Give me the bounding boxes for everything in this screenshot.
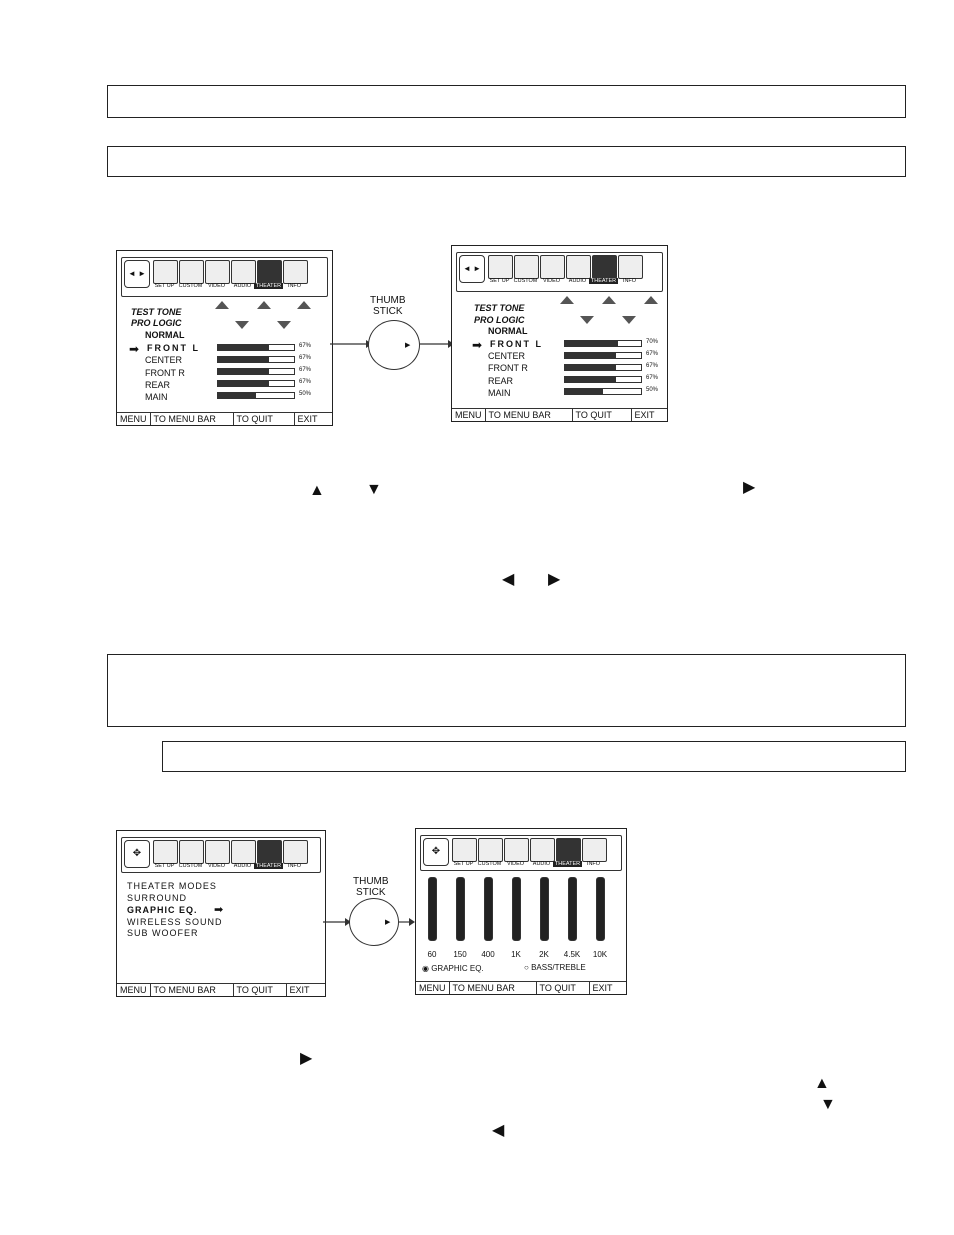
level-bar[interactable] [564,388,642,395]
tab-info[interactable]: INFO [282,840,307,872]
tab-setup[interactable]: SET UP [451,838,476,870]
menu-item-surround[interactable]: SURROUND [127,893,188,903]
tab-theater[interactable]: THEATER [591,255,616,287]
eq-slider-2k[interactable] [540,877,549,941]
tab-theater[interactable]: THEATER [256,260,281,292]
speaker-icon [277,321,291,329]
eq-slider-10k[interactable] [596,877,605,941]
info-icon [582,838,607,862]
tab-video[interactable]: VIDEO [539,255,564,287]
level-bar-fill [565,389,603,394]
footer-bar [416,981,626,994]
radio-bass-treble[interactable]: ○ BASS/TREBLE [524,963,586,972]
level-bar-fill [218,357,269,362]
tab-audio[interactable]: AUDIO [529,838,554,870]
footer-bar [117,983,325,996]
menu-icon-bar [456,252,663,292]
down-arrow-icon: ▼ [366,481,382,498]
video-icon [504,838,529,862]
audio-icon [566,255,591,279]
footer-menu: MENU [117,413,151,425]
video-icon [205,840,230,864]
tab-custom[interactable]: CUSTOM [513,255,538,287]
tab-video[interactable]: VIDEO [204,840,229,872]
menu-item-wireless-sound[interactable]: WIRELESS SOUND [127,917,223,927]
level-bar[interactable] [217,344,295,351]
footer-bar [452,408,667,421]
setup-icon [153,840,178,864]
footer-to-quit: TO QUIT [573,409,632,421]
main-label[interactable]: MAIN [145,392,168,402]
eq-band-label: 1K [511,950,521,959]
header-box-1 [107,85,906,118]
eq-band-label: 60 [427,950,437,959]
level-percent: 67% [299,343,312,349]
tab-custom[interactable]: CUSTOM [477,838,502,870]
section-box-4 [162,741,906,772]
thumbstick-label: THUMB STICK [353,876,389,898]
level-bar[interactable] [564,376,642,383]
theater-icon [257,260,282,284]
right-arrow-icon: ▶ [743,479,756,496]
rear-label[interactable]: REAR [488,376,514,386]
thumbstick-label: THUMB STICK [370,295,406,317]
right-arrow-icon: ▶ [548,571,561,588]
setup-icon [488,255,513,279]
tab-custom[interactable]: CUSTOM [178,840,203,872]
screen-speaker-levels-before [116,250,333,426]
menu-icon-bar [121,257,328,297]
nav-arrows-icon[interactable]: ◄ ► [459,255,485,283]
speaker-icon [602,296,616,304]
speaker-icon [560,296,574,304]
menu-item-sub-woofer[interactable]: SUB WOOFER [127,928,199,938]
footer-menu: MENU [452,409,486,421]
screen-theater-menu [116,830,326,997]
eq-band-label: 4.5K [563,950,581,959]
tab-info[interactable]: INFO [617,255,642,287]
down-arrow-icon: ▼ [820,1096,836,1113]
speaker-icon [580,316,594,324]
screen-speaker-levels-after [451,245,668,422]
level-percent: 67% [646,375,659,381]
center-label[interactable]: CENTER [488,351,526,361]
left-arrow-icon: ◀ [492,1122,505,1139]
tab-setup[interactable]: SET UP [152,260,177,292]
level-percent: 67% [299,355,312,361]
section-box-3 [107,654,906,727]
level-percent: 67% [646,363,659,369]
level-bar[interactable] [217,356,295,363]
nav-arrows-icon[interactable]: ◄ ► [124,260,150,288]
menu-item-theater-modes[interactable]: THEATER MODES [127,881,217,891]
front-r-label[interactable]: FRONT R [145,368,185,378]
tab-setup[interactable]: SET UP [152,840,177,872]
thumbstick-circle [349,898,399,946]
screen-graphic-eq [415,828,627,995]
front-l-label[interactable]: FRONT L [147,343,200,353]
level-percent: 67% [646,351,659,357]
radio-graphic-eq[interactable]: ◉ GRAPHIC EQ. [422,964,484,973]
tab-audio[interactable]: AUDIO [565,255,590,287]
footer-to-menu-bar: TO MENU BAR [486,409,573,421]
footer-exit: EXIT [634,410,655,420]
theater-icon [592,255,617,279]
speaker-icon [235,321,249,329]
test-tone-label[interactable]: TEST TONE [474,303,525,313]
footer-exit: EXIT [592,983,613,993]
custom-icon [179,260,204,284]
pro-logic-label[interactable]: PRO LOGIC [474,315,525,325]
tab-info[interactable]: INFO [282,260,307,292]
footer-to-menu-bar: TO MENU BAR [151,984,234,996]
tab-theater[interactable]: THEATER [256,840,281,872]
tab-setup[interactable]: SET UP [487,255,512,287]
right-arrow-icon: ▶ [405,342,411,349]
speaker-icon [215,301,229,309]
info-icon [283,840,308,864]
four-way-arrows-icon[interactable]: ✥ [124,840,150,868]
level-bar[interactable] [564,364,642,371]
video-icon [205,260,230,284]
eq-slider-400[interactable] [484,877,493,941]
thumbstick-circle [368,320,420,370]
tab-video[interactable]: VIDEO [204,260,229,292]
speaker-icon [297,301,311,309]
test-tone-label[interactable]: TEST TONE [131,307,182,317]
level-percent: 67% [299,379,312,385]
level-bar[interactable] [217,368,295,375]
level-bar-fill [218,393,256,398]
eq-band-label: 400 [481,950,495,959]
level-percent: 70% [646,339,659,345]
menu-icon-bar [121,837,321,873]
eq-slider-60[interactable] [428,877,437,941]
selection-arrow-icon: ➡ [214,904,224,916]
level-bar-fill [218,381,269,386]
audio-icon [231,840,256,864]
theater-icon [556,838,581,862]
normal-label: NORMAL [488,326,528,336]
level-bar-fill [218,369,269,374]
tab-audio[interactable]: AUDIO [230,260,255,292]
level-bar-fill [218,345,269,350]
tab-audio[interactable]: AUDIO [230,840,255,872]
pro-logic-label[interactable]: PRO LOGIC [131,318,182,328]
level-bar-fill [565,353,616,358]
eq-slider-1k[interactable] [512,877,521,941]
selection-arrow-icon: ➡ [129,342,140,356]
rear-label[interactable]: REAR [145,380,171,390]
custom-icon [478,838,503,862]
eq-slider-150[interactable] [456,877,465,941]
level-bar[interactable] [564,340,642,347]
custom-icon [514,255,539,279]
tab-theater[interactable]: THEATER [555,838,580,870]
info-icon [618,255,643,279]
footer-to-quit: TO QUIT [234,984,287,996]
level-bar-fill [565,377,616,382]
eq-band-label: 10K [592,950,608,959]
speaker-icon [257,301,271,309]
up-arrow-icon: ▲ [309,482,325,499]
footer-to-menu-bar: TO MENU BAR [450,982,537,994]
speaker-icon [644,296,658,304]
audio-icon [231,260,256,284]
footer-to-menu-bar: TO MENU BAR [151,413,234,425]
footer-exit: EXIT [297,414,318,424]
setup-icon [153,260,178,284]
eq-band-label: 2K [539,950,549,959]
eq-band-label: 150 [453,950,467,959]
center-label[interactable]: CENTER [145,355,183,365]
footer-to-quit: TO QUIT [234,413,295,425]
eq-slider-4-5k[interactable] [568,877,577,941]
level-percent: 50% [646,387,659,393]
level-percent: 50% [299,391,312,397]
custom-icon [179,840,204,864]
right-arrow-icon: ▶ [300,1050,313,1067]
tab-custom[interactable]: CUSTOM [178,260,203,292]
four-way-arrows-icon[interactable]: ✥ [423,838,449,866]
front-r-label[interactable]: FRONT R [488,363,528,373]
footer-to-quit: TO QUIT [537,982,590,994]
front-l-label[interactable]: FRONT L [490,339,543,349]
header-box-2 [107,146,906,177]
menu-icon-bar [420,835,622,871]
normal-label: NORMAL [145,330,185,340]
info-icon [283,260,308,284]
theater-icon [257,840,282,864]
tab-info[interactable]: INFO [581,838,606,870]
level-bar[interactable] [217,380,295,387]
footer-menu: MENU [117,984,151,996]
right-arrow-icon: ▶ [385,919,391,926]
level-bar-fill [565,365,616,370]
selection-arrow-icon: ➡ [472,338,483,352]
audio-icon [530,838,555,862]
tab-video[interactable]: VIDEO [503,838,528,870]
level-bar[interactable] [217,392,295,399]
speaker-icon [622,316,636,324]
main-label[interactable]: MAIN [488,388,511,398]
menu-item-graphic-eq[interactable]: GRAPHIC EQ. [127,905,198,915]
left-arrow-icon: ◀ [502,571,515,588]
up-arrow-icon: ▲ [814,1075,830,1092]
footer-bar [117,412,332,425]
level-bar-fill [565,341,618,346]
video-icon [540,255,565,279]
footer-menu: MENU [416,982,450,994]
footer-exit: EXIT [289,985,310,995]
level-bar[interactable] [564,352,642,359]
setup-icon [452,838,477,862]
level-percent: 67% [299,367,312,373]
